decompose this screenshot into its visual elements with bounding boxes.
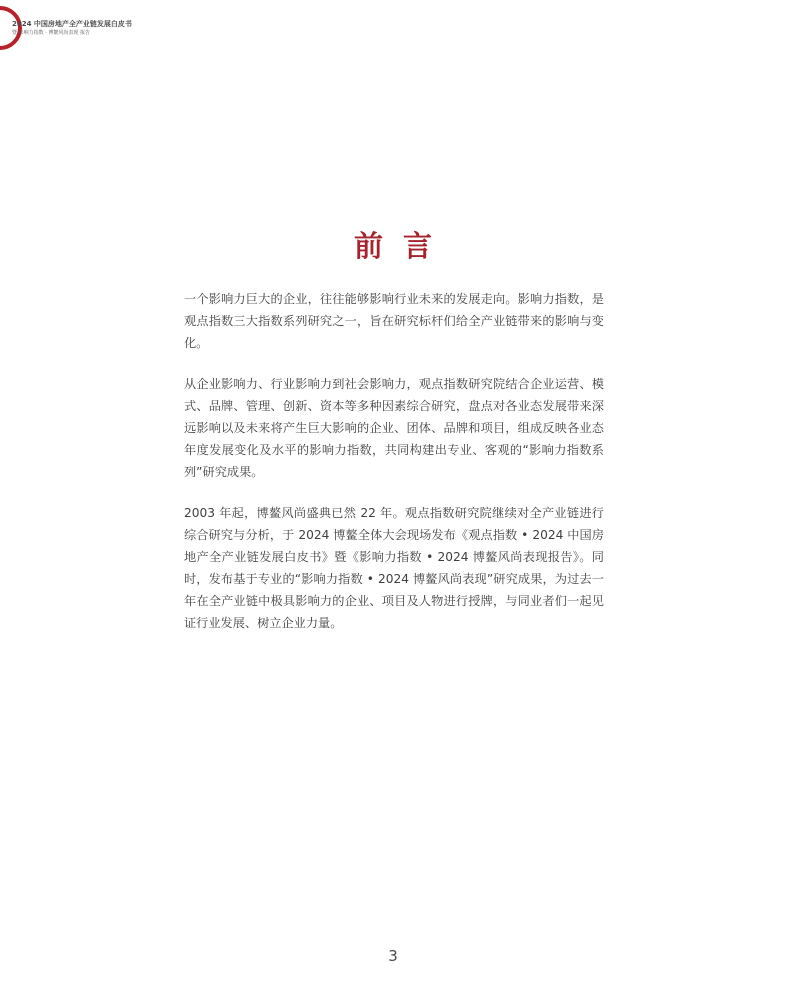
header [12, 20, 132, 38]
paragraph-1: 一个影响力巨大的企业，往往能够影响行业未来的发展走向。影响力指数，是观点指数三大指数系列研究之一，旨在研究标杆们给全产业链带来的影响与变化。 [184, 292, 604, 350]
paragraph-2: 从企业影响力、行业影响力到社会影响力，观点指数研究院结合企业运营、模式、品牌、管理、创新、资本等多种因素综合研究，盘点对各业态发展带来深远影响以及未来将产生巨大影响的企业、团体、品牌和项目，组成反映各业态年度发展变化及水平的影响力指数，共同构建出专业、客观的“影响力指数系列”研究成果。 [184, 377, 604, 479]
header-title: 2024 中国房地产全产业链发展白皮书 [12, 20, 132, 28]
preface-body [184, 288, 604, 653]
page-title: 前言 [353, 229, 452, 263]
paragraph-3: 2003 年起，博鳌风尚盛典已然 22 年。观点指数研究院继续对全产业链进行综合研究与分析，于 2024 博鳌全体大会现场发布《观点指数 • 2024 中国房地产全产业链发展白皮书》暨《影响力指数 • 2024 博鳌风尚表现报告》。同时，发布基于专业的“影响力指数 • 2024 博鳌风尚表现”研究成果，为过去一年在全产业链中极具影响力的企业、项目及人物进行授牌，与同业者们一起见证行业发展、树立企业力量。 [184, 506, 604, 630]
header-subtitle: 暨 影响力指数 · 博鳌风尚表现 报告 [12, 30, 90, 36]
page-number: 3 [388, 947, 398, 965]
